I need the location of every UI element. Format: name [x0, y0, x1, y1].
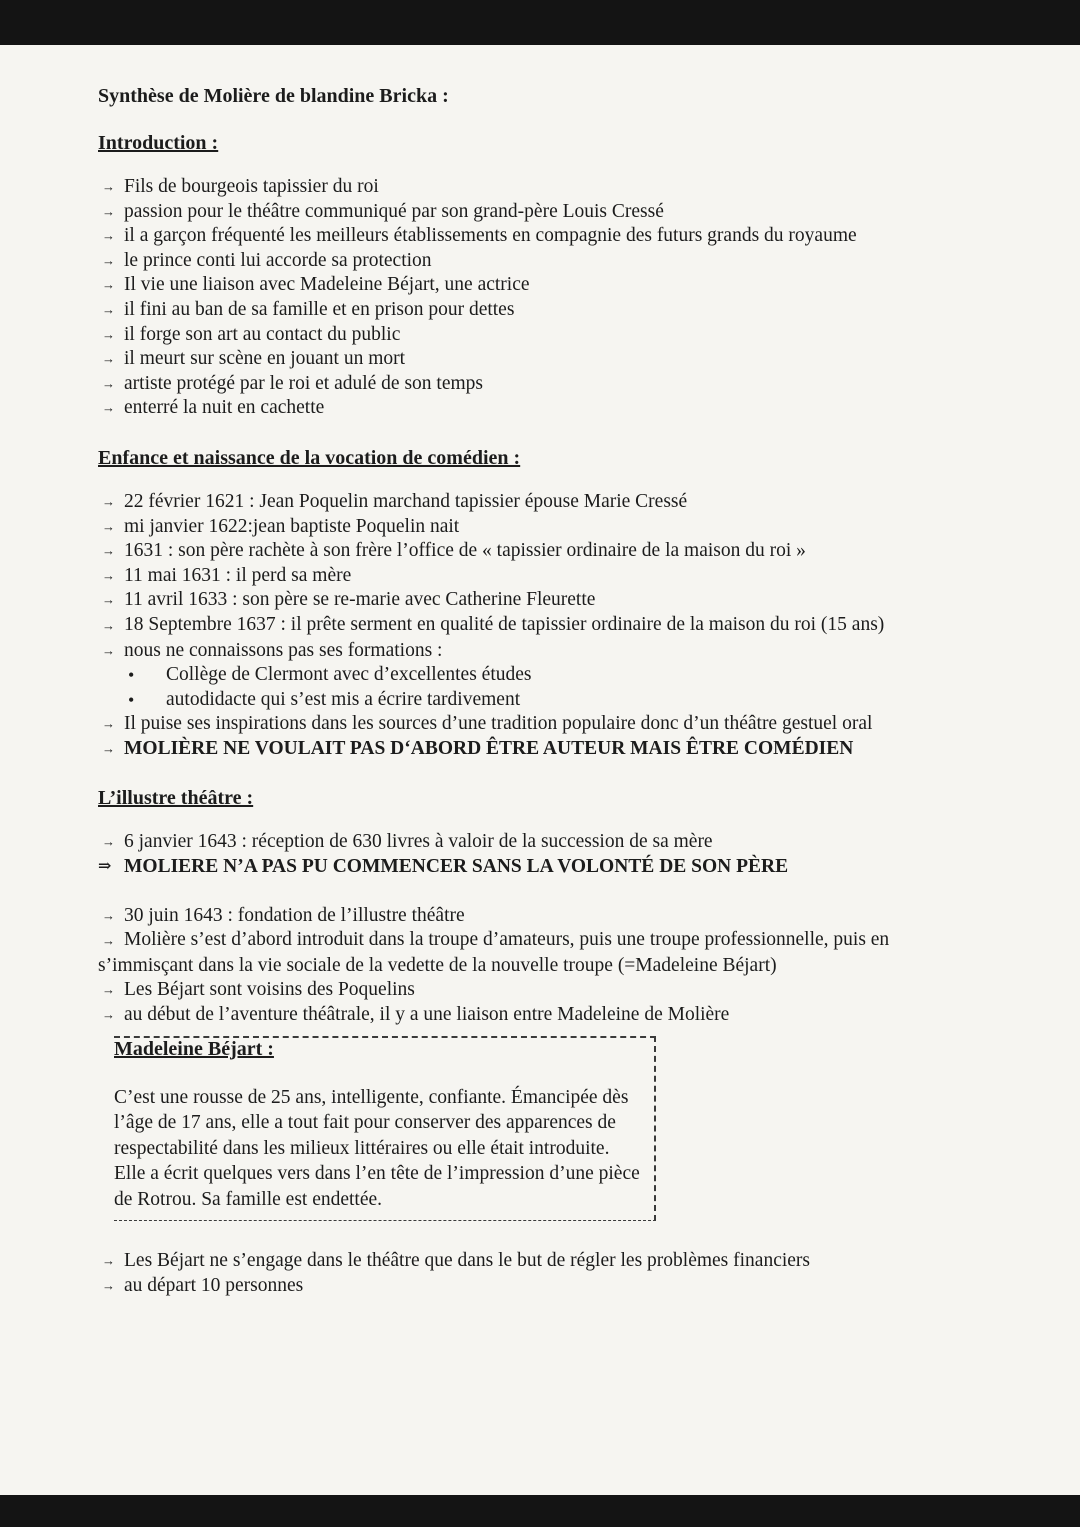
arrow-icon: →	[102, 592, 115, 608]
list-item: → Les Béjart ne s’engage dans le théâtre que dans le but de régler les problèmes financiers	[98, 1249, 978, 1274]
arrow-icon: →	[102, 907, 115, 923]
arrow-icon: →	[102, 493, 115, 509]
arrow-icon: →	[102, 1007, 115, 1023]
list-item: → 11 avril 1633 : son père se re-marie avec Catherine Fleurette	[98, 588, 978, 613]
list-item: → 18 Septembre 1637 : il prête serment en qualité de tapissier ordinaire de la maison du roi (15 ans)	[98, 613, 978, 639]
arrow-icon: →	[102, 203, 115, 219]
list-item: → Les Béjart sont voisins des Poquelins	[98, 978, 978, 1003]
list-item: → Il puise ses inspirations dans les sources d’une tradition populaire donc d’un théâtre gestuel oral	[98, 712, 978, 737]
bullet-icon: •	[128, 689, 135, 710]
illustre-list-1	[98, 830, 978, 879]
bullet-icon: •	[128, 665, 135, 686]
arrow-icon: →	[102, 277, 115, 293]
arrow-icon: →	[102, 834, 115, 850]
arrow-icon: →	[102, 740, 115, 756]
list-item: → au début de l’aventure théâtrale, il y a une liaison entre Madeleine de Molière	[98, 1003, 978, 1028]
arrow-icon: →	[102, 567, 115, 583]
list-item: → nous ne connaissons pas ses formations :	[98, 639, 978, 664]
list-item: → passion pour le théâtre communiqué par son grand-père Louis Cressé	[98, 200, 978, 225]
list-item: → 11 mai 1631 : il perd sa mère	[98, 564, 978, 589]
document-body	[98, 85, 978, 1298]
arrow-icon: →	[102, 351, 115, 367]
emphasis-item: ⇒ MOLIERE N’A PAS PU COMMENCER SANS LA VOLONTÉ DE SON PÈRE	[98, 855, 978, 880]
enfance-list-after	[98, 712, 978, 761]
madeleine-bejart-box	[114, 1036, 656, 1222]
list-item: • autodidacte qui s’est mis a écrire tardivement	[128, 688, 978, 713]
arrow-icon: →	[102, 1253, 115, 1269]
arrow-icon: →	[102, 1277, 115, 1293]
illustre-list-3	[98, 1249, 978, 1298]
list-item: • Collège de Clermont avec d’excellentes études	[128, 663, 978, 688]
enfance-list	[98, 490, 978, 663]
box-title: Madeleine Béjart :	[114, 1037, 274, 1060]
list-item: → 30 juin 1643 : fondation de l’illustre théâtre	[98, 904, 978, 929]
arrow-icon: →	[102, 228, 115, 244]
illustre-heading: L’illustre théâtre :	[98, 787, 254, 810]
arrow-icon: →	[102, 543, 115, 559]
arrow-icon: →	[102, 617, 115, 633]
list-item: → 22 février 1621 : Jean Poquelin marchand tapissier épouse Marie Cressé	[98, 490, 978, 515]
arrow-icon: →	[102, 982, 115, 998]
arrow-icon: →	[102, 326, 115, 342]
arrow-icon: →	[102, 375, 115, 391]
list-item: → mi janvier 1622:jean baptiste Poquelin nait	[98, 515, 978, 540]
arrow-icon: →	[102, 400, 115, 416]
box-paragraph: C’est une rousse de 25 ans, intelligente, confiante. Émancipée dès l’âge de 17 ans, elle a tout fait pour conserver des apparences de respectabilité dans les milieux littéraires ou elle était introduite.	[114, 1086, 629, 1159]
formations-list	[98, 663, 978, 712]
list-item: → il fini au ban de sa famille et en prison pour dettes	[98, 298, 978, 323]
arrow-icon: →	[102, 179, 115, 194]
list-item: → il a garçon fréquenté les meilleurs établissements en compagnie des futurs grands du royaume	[98, 224, 978, 249]
list-item: → le prince conti lui accorde sa protection	[98, 249, 978, 274]
arrow-icon: →	[102, 301, 115, 317]
list-item: → il meurt sur scène en jouant un mort	[98, 347, 978, 372]
list-item: → au départ 10 personnes	[98, 1274, 978, 1299]
introduction-list	[98, 175, 978, 421]
list-item: → Fils de bourgeois tapissier du roi	[98, 175, 978, 200]
enfance-heading: Enfance et naissance de la vocation de comédien :	[98, 446, 521, 469]
list-item: → Il vie une liaison avec Madeleine Béjart, une actrice	[98, 273, 978, 298]
document-title: Synthèse de Molière de blandine Bricka :	[98, 85, 449, 107]
arrow-icon: →	[102, 716, 115, 732]
list-item: → enterré la nuit en cachette	[98, 396, 978, 421]
list-item: → artiste protégé par le roi et adulé de son temps	[98, 372, 978, 397]
introduction-heading: Introduction :	[98, 132, 219, 154]
box-paragraph: Elle a écrit quelques vers dans l’en tête de l’impression d’une pièce de Rotrou. Sa famille est endettée.	[114, 1163, 640, 1210]
arrow-icon: →	[102, 642, 115, 658]
list-item: → il forge son art au contact du public	[98, 323, 978, 348]
document-page	[0, 45, 1080, 1495]
list-item: → Molière s’est d’abord introduit dans la troupe d’amateurs, puis une troupe professionnelle, puis en s’immisçant dans la vie sociale de la vedette de la nouvelle troupe (=Madeleine Béjart)	[98, 929, 890, 976]
illustre-list-2	[98, 904, 978, 1028]
emphasis-item: → MOLIÈRE NE VOULAIT PAS D‘ABORD ÊTRE AUTEUR MAIS ÊTRE COMÉDIEN	[98, 737, 978, 762]
box-text	[114, 1085, 654, 1213]
arrow-icon: →	[102, 933, 115, 949]
list-item: → 1631 : son père rachète à son frère l’office de « tapissier ordinaire de la maison du roi »	[98, 539, 978, 564]
arrow-icon: →	[102, 252, 115, 268]
double-arrow-icon: ⇒	[98, 858, 112, 876]
arrow-icon: →	[102, 518, 115, 534]
list-item: → 6 janvier 1643 : réception de 630 livres à valoir de la succession de sa mère	[98, 830, 978, 855]
